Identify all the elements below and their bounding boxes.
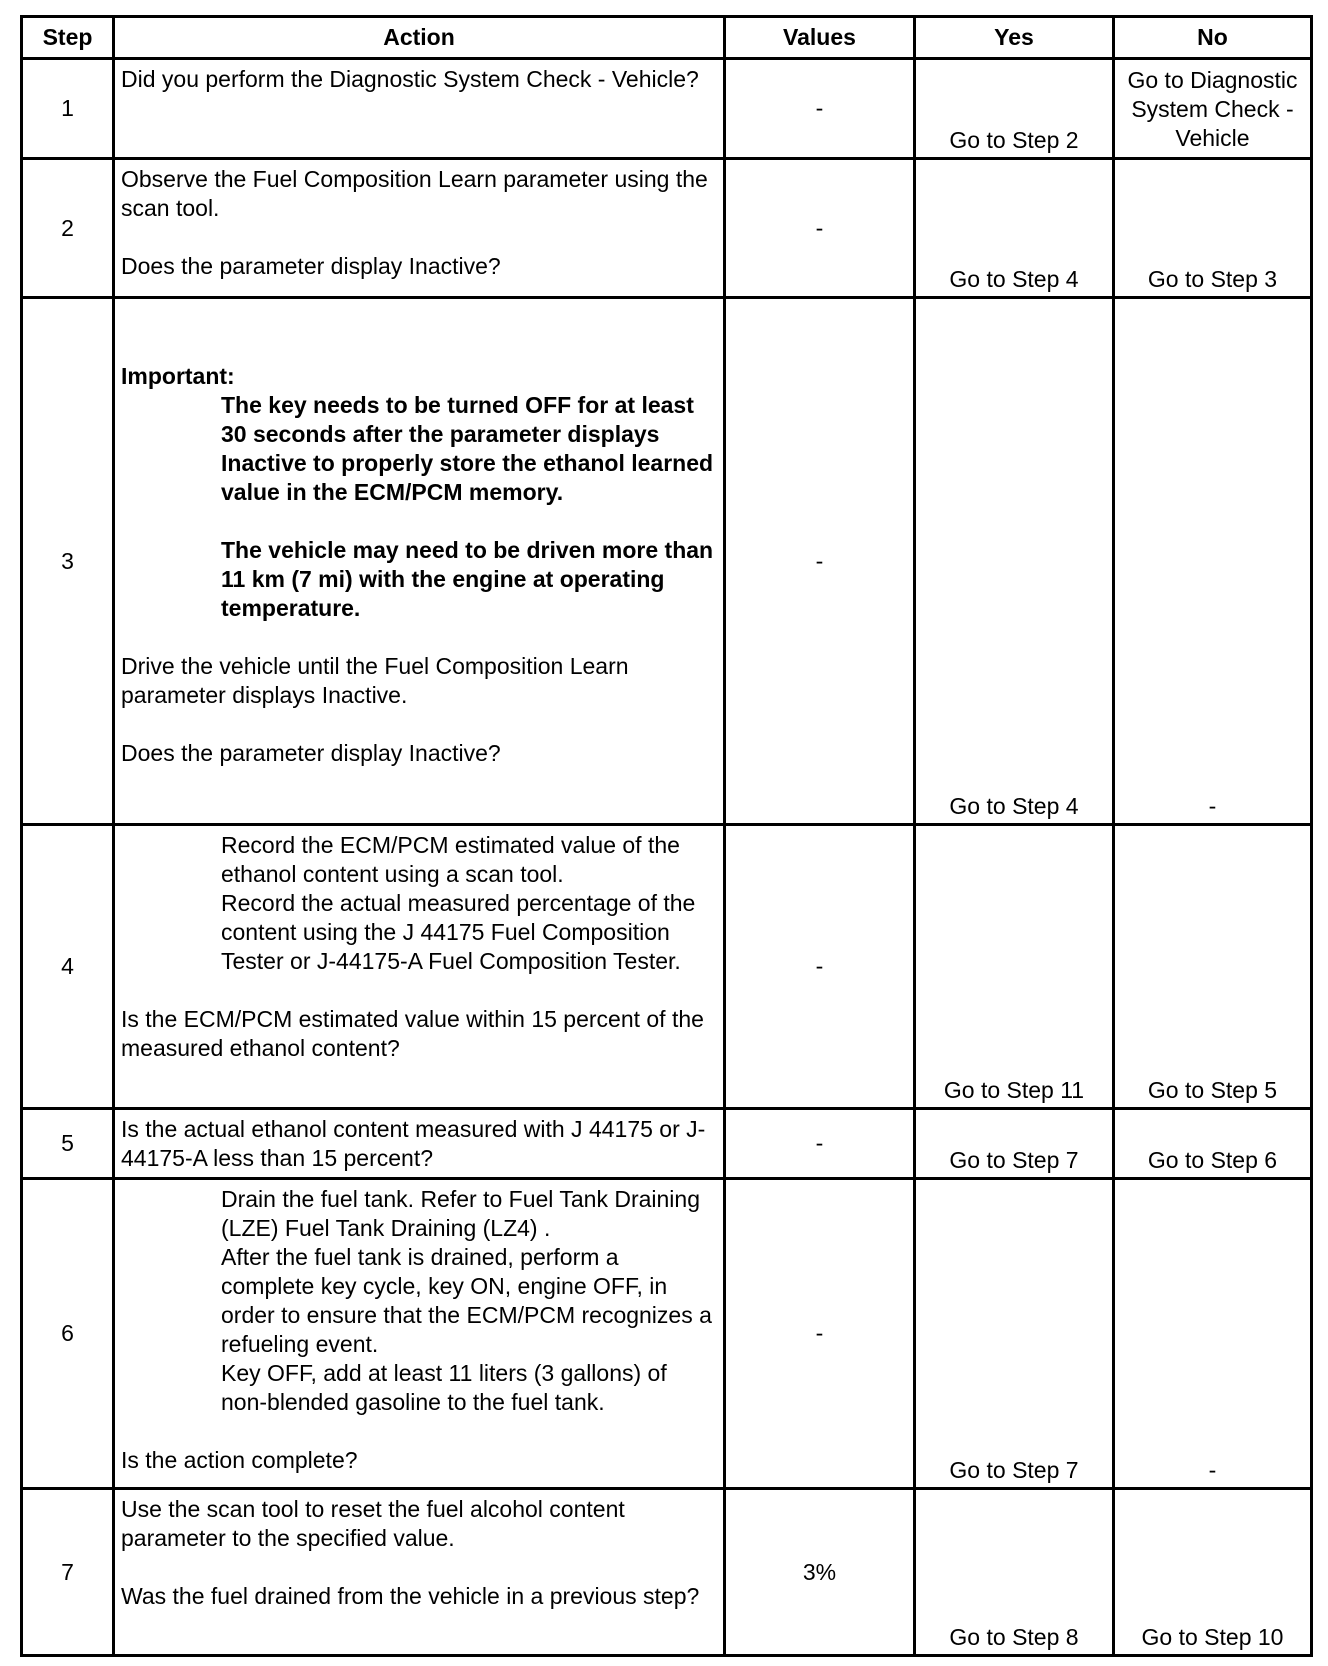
header-step: Step	[22, 17, 114, 59]
action-substep: After the fuel tank is drained, perform a complete key cycle, key ON, engine OFF, in order to ensure that the ECM/PCM recognizes a refueling event.	[221, 1244, 712, 1357]
action-question: Is the action complete?	[121, 1447, 358, 1473]
no-cell: -	[1114, 298, 1312, 825]
no-cell: -	[1114, 1179, 1312, 1489]
no-cell: Go to Step 3	[1114, 159, 1312, 298]
action-question: Was the fuel drained from the vehicle in a previous step?	[121, 1583, 700, 1609]
values-cell: 3%	[725, 1489, 915, 1656]
diagnostic-table	[20, 15, 1313, 1657]
action-text: Did you perform the Diagnostic System Check - Vehicle?	[121, 66, 699, 92]
yes-cell: Go to Step 7	[915, 1179, 1114, 1489]
action-substep: Key OFF, add at least 11 liters (3 gallons) of non-blended gasoline to the fuel tank.	[221, 1360, 667, 1415]
values-cell: -	[725, 1109, 915, 1179]
header-yes: Yes	[915, 17, 1114, 59]
action-substep: Record the ECM/PCM estimated value of the ethanol content using a scan tool.	[221, 832, 680, 887]
yes-cell: Go to Step 11	[915, 825, 1114, 1109]
no-cell: Go to Step 6	[1114, 1109, 1312, 1179]
action-cell	[114, 159, 725, 298]
action-substep: Record the actual measured percentage of the content using the J 44175 Fuel Composition Tester or J-44175-A Fuel Composition Tester.	[221, 890, 696, 974]
no-cell: Go to Step 10	[1114, 1489, 1312, 1656]
step-number: 5	[22, 1109, 114, 1179]
table-row	[22, 1109, 1312, 1179]
action-question: Is the ECM/PCM estimated value within 15 percent of the measured ethanol content?	[121, 1006, 704, 1061]
values-cell: -	[725, 59, 915, 159]
important-note: The vehicle may need to be driven more than 11 km (7 mi) with the engine at operating temperature.	[221, 537, 714, 621]
action-substep: Drain the fuel tank. Refer to Fuel Tank Draining (LZE) Fuel Tank Draining (LZ4) .	[221, 1186, 700, 1241]
action-text: Drive the vehicle until the Fuel Composition Learn parameter displays Inactive.	[121, 653, 629, 708]
values-cell: -	[725, 159, 915, 298]
step-number: 2	[22, 159, 114, 298]
action-text: Use the scan tool to reset the fuel alcohol content parameter to the specified value.	[121, 1496, 625, 1551]
step-number: 1	[22, 59, 114, 159]
yes-cell: Go to Step 4	[915, 298, 1114, 825]
important-label: Important:	[121, 363, 235, 389]
important-note: The key needs to be turned OFF for at least 30 seconds after the parameter displays Inactive to properly store the ethanol learned value in the ECM/PCM memory.	[221, 392, 714, 505]
step-number: 3	[22, 298, 114, 825]
yes-cell: Go to Step 8	[915, 1489, 1114, 1656]
table-row	[22, 825, 1312, 1109]
table-row	[22, 1179, 1312, 1489]
no-cell: Go to Diagnostic System Check - Vehicle	[1114, 59, 1312, 159]
step-number: 7	[22, 1489, 114, 1656]
header-no: No	[1114, 17, 1312, 59]
action-cell	[114, 1109, 725, 1179]
header-values: Values	[725, 17, 915, 59]
table-row	[22, 159, 1312, 298]
action-text: Observe the Fuel Composition Learn parameter using the scan tool.	[121, 166, 708, 221]
yes-cell: Go to Step 2	[915, 59, 1114, 159]
action-question: Does the parameter display Inactive?	[121, 253, 501, 279]
step-number: 6	[22, 1179, 114, 1489]
header-row	[22, 17, 1312, 59]
values-cell: -	[725, 1179, 915, 1489]
values-cell: -	[725, 825, 915, 1109]
action-text: Is the actual ethanol content measured with J 44175 or J-44175-A less than 15 percent?	[121, 1116, 706, 1171]
action-cell	[114, 59, 725, 159]
step-number: 4	[22, 825, 114, 1109]
header-action: Action	[114, 17, 725, 59]
action-cell	[114, 298, 725, 825]
yes-cell: Go to Step 7	[915, 1109, 1114, 1179]
table-row	[22, 59, 1312, 159]
table-row	[22, 1489, 1312, 1656]
yes-cell: Go to Step 4	[915, 159, 1114, 298]
table-row	[22, 298, 1312, 825]
action-cell	[114, 1489, 725, 1656]
no-cell: Go to Step 5	[1114, 825, 1312, 1109]
values-cell: -	[725, 298, 915, 825]
action-cell	[114, 825, 725, 1109]
action-question: Does the parameter display Inactive?	[121, 740, 501, 766]
action-cell	[114, 1179, 725, 1489]
